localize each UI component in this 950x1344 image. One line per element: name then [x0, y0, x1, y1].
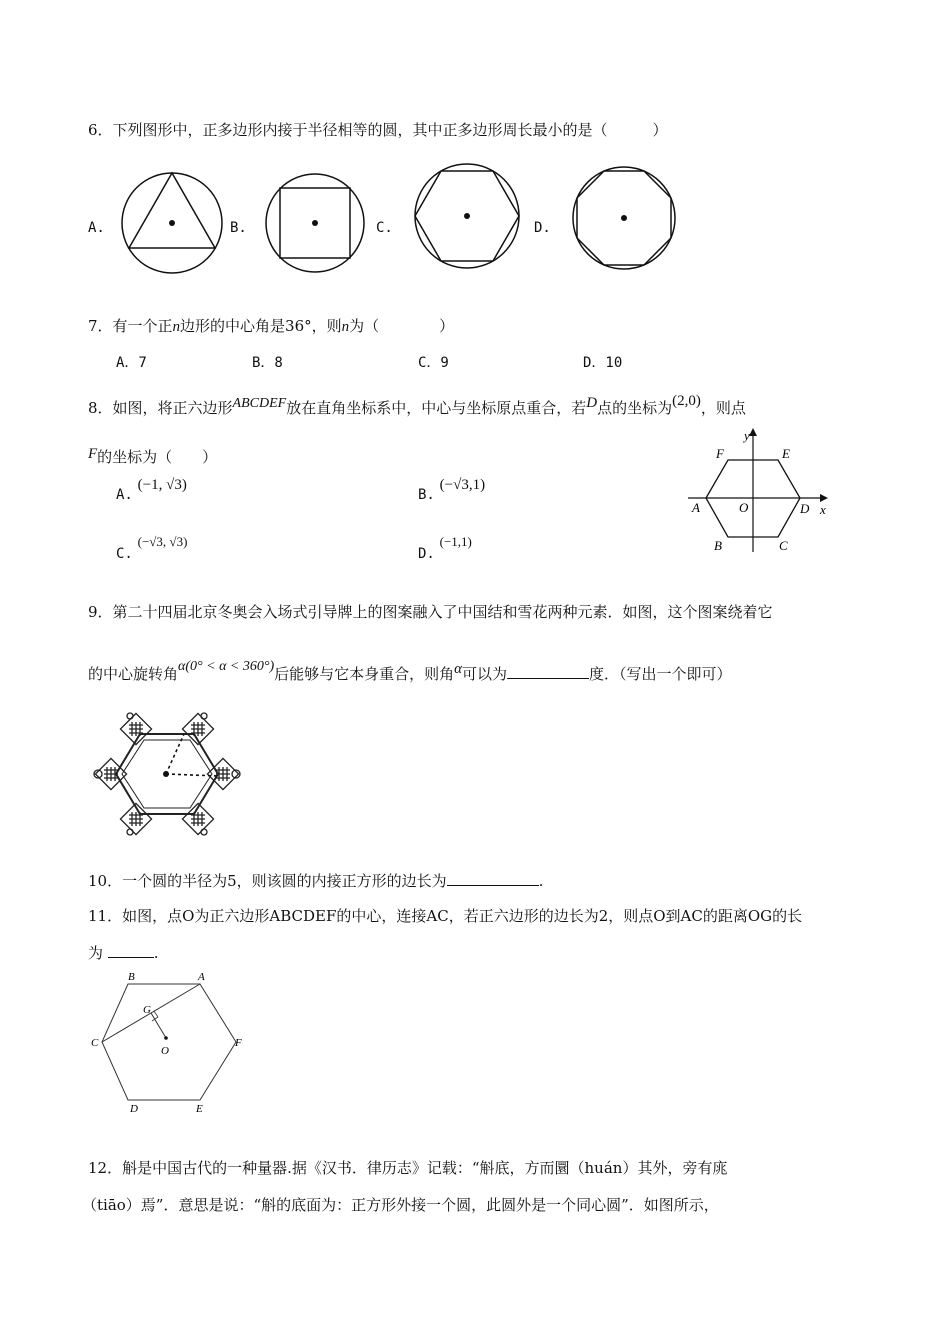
- q6-option-b-label: B.: [230, 220, 247, 236]
- label-b: B: [714, 538, 722, 553]
- label-c: C: [91, 1037, 99, 1049]
- q6-option-c-label: C.: [376, 220, 393, 236]
- q8-stem-line1: 8．如图，将正六边形ABCDEF放在直角坐标系中，中心与坐标原点重合，若D点的坐标为(2,0)，则点: [88, 393, 746, 417]
- q9-answer-blank[interactable]: [507, 662, 589, 679]
- q6-figure-a-circle-triangle: [118, 166, 228, 278]
- label-a: A: [198, 971, 205, 983]
- label-d: D: [130, 1103, 138, 1115]
- q7-option-a: A．7: [116, 355, 147, 371]
- q6-option-a-label: A.: [88, 220, 105, 236]
- q7-stem: 7．有一个正n边形的中心角是36°，则n为（ ）: [88, 317, 455, 335]
- label-o: O: [739, 500, 749, 515]
- q6-figure-b-circle-square: [262, 166, 372, 278]
- label-d: D: [800, 501, 810, 516]
- q11-stem-line2: 为 .: [88, 941, 159, 963]
- q8-hexagon-coordinate-figure: [686, 424, 832, 556]
- q6-option-d-label: D.: [534, 220, 551, 236]
- q10-stem: 10．一个圆的半径为5，则该圆的内接正方形的边长为 .: [88, 869, 543, 891]
- label-o: O: [161, 1045, 169, 1057]
- label-f: F: [716, 446, 724, 461]
- label-b: B: [128, 971, 135, 983]
- q8-option-a: A. (−1, √3): [116, 477, 187, 503]
- q7-option-d: D．10: [583, 355, 623, 371]
- q9-stem-line1: 9．第二十四届北京冬奥会入场式引导牌上的图案融入了中国结和雪花两种元素．如图，这个图案绕着它: [88, 603, 773, 621]
- label-g: G: [143, 1004, 151, 1016]
- q7-option-b: B．8: [252, 355, 283, 371]
- label-e: E: [196, 1103, 203, 1115]
- q6-stem: 6．下列图形中，正多边形内接于半径相等的圆，其中正多边形周长最小的是（ ）: [88, 121, 668, 139]
- label-f: F: [235, 1037, 242, 1049]
- q11-answer-blank[interactable]: [108, 941, 154, 958]
- q9-chinese-knot-snowflake-figure: [90, 712, 246, 836]
- label-y: y: [744, 428, 750, 443]
- q11-hexagon-figure: [88, 970, 248, 1118]
- q8-stem-line2: F的坐标为（ ）: [88, 446, 218, 466]
- q9-stem-line2: 的中心旋转角α(0° < α < 360°)后能够与它本身重合，则角α可以为 度．（写出一个即可）: [88, 659, 732, 683]
- label-e: E: [782, 446, 790, 461]
- q8-option-c: C. (−√3, √3): [116, 534, 188, 562]
- q7-option-c: C．9: [418, 355, 449, 371]
- q6-figure-c-circle-hexagon: [410, 160, 526, 278]
- label-x: x: [820, 502, 826, 517]
- q11-stem-line1: 11．如图，点O为正六边形ABCDEF的中心，连接AC，若正六边形的边长为2，则点O到AC的距离OG的长: [88, 907, 803, 925]
- q6-figure-d-circle-octagon: [568, 163, 680, 275]
- q8-option-b: B. (−√3,1): [418, 477, 486, 503]
- label-a: A: [692, 500, 700, 515]
- q8-option-d: D. (−1,1): [418, 534, 472, 562]
- label-c: C: [779, 538, 788, 553]
- q10-answer-blank[interactable]: [447, 869, 539, 886]
- q12-stem-line1: 12．斛是中国古代的一种量器.据《汉书．律历志》记载：“斛底，方而圜（huán）其外，旁有庣: [88, 1159, 728, 1177]
- q12-stem-line2: （tiāo）焉”．意思是说：“斛的底面为：正方形外接一个圆，此圆外是一个同心圆”．如图所示，: [82, 1196, 719, 1214]
